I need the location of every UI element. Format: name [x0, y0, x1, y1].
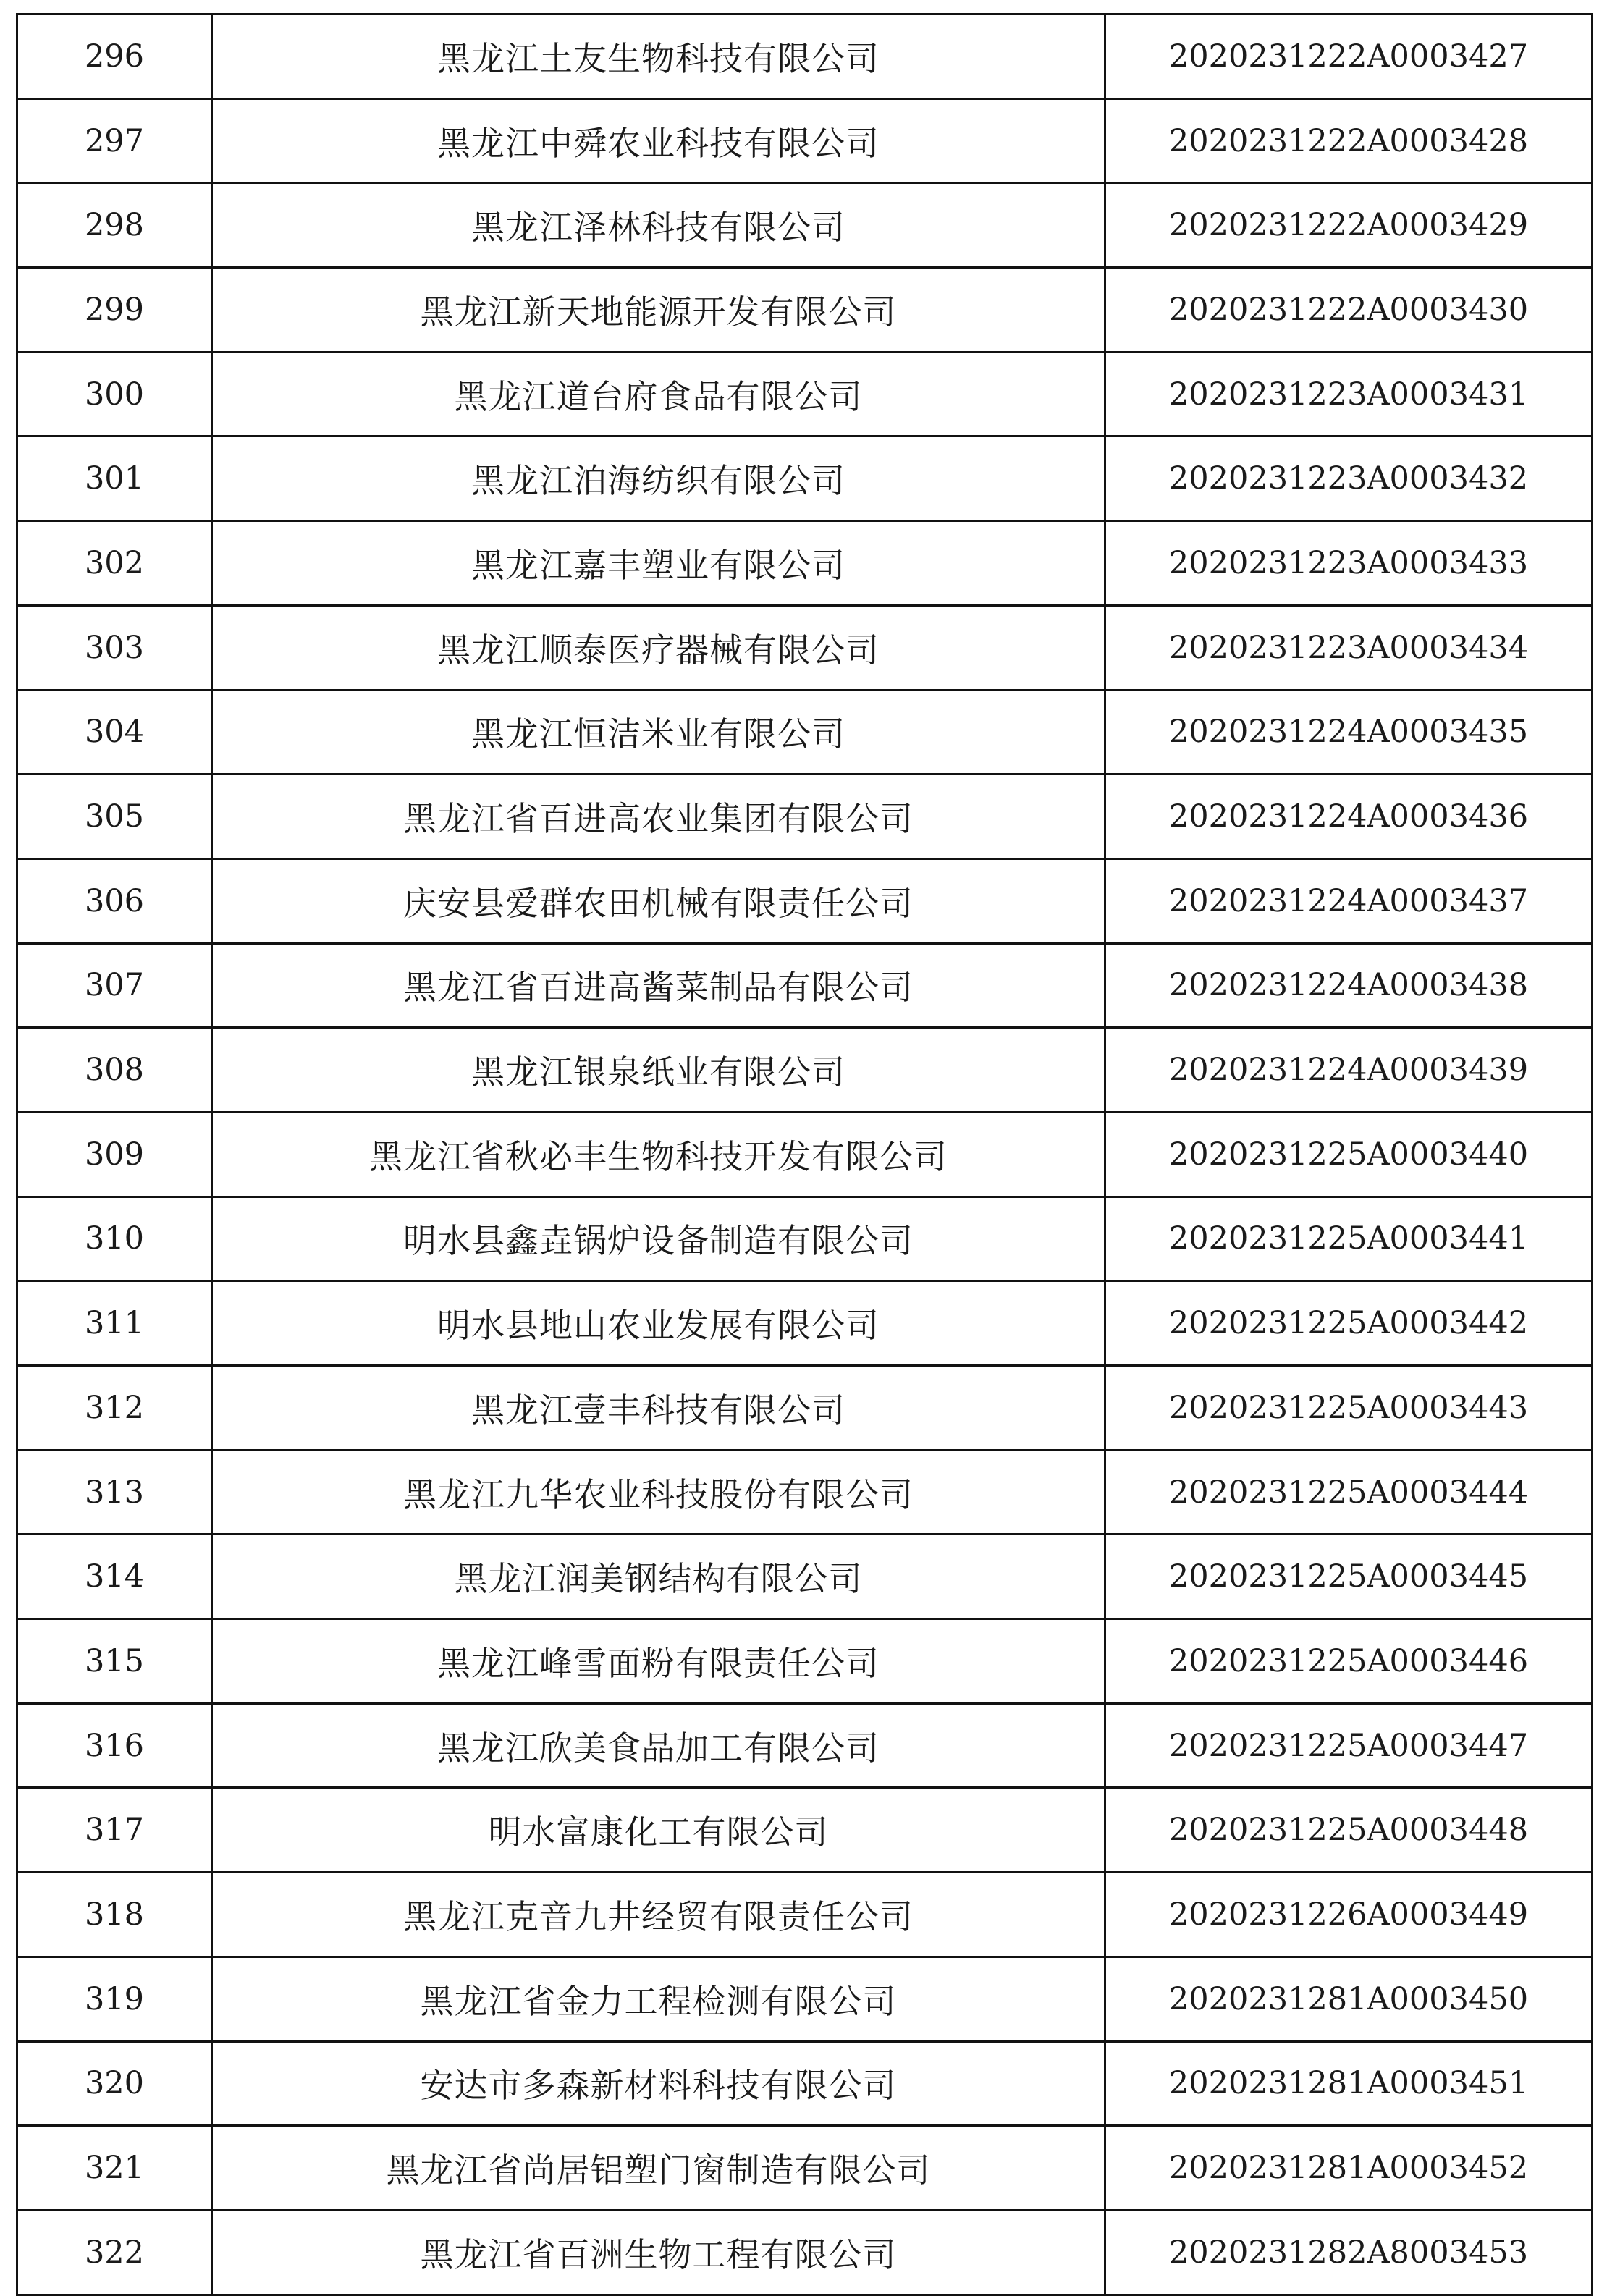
table-row: [17, 943, 1593, 1028]
row-index-cell: 305: [17, 775, 212, 859]
company-name-cell: 黑龙江泊海纺织有限公司: [212, 436, 1105, 521]
company-name-cell: 明水县鑫垚锅炉设备制造有限公司: [212, 1196, 1105, 1281]
table-row: [17, 1873, 1593, 1957]
row-index-cell: 296: [17, 14, 212, 99]
company-name-cell: 明水富康化工有限公司: [212, 1788, 1105, 1873]
table-row: [17, 1703, 1593, 1788]
row-index-cell: 301: [17, 436, 212, 521]
row-index-cell: 308: [17, 1028, 212, 1113]
row-index-cell: 312: [17, 1366, 212, 1451]
registration-code-cell: 2020231224A0003437: [1105, 858, 1593, 943]
company-name-cell: 黑龙江润美钢结构有限公司: [212, 1535, 1105, 1619]
company-name-cell: 黑龙江省百进高农业集团有限公司: [212, 775, 1105, 859]
company-name-cell: 黑龙江欣美食品加工有限公司: [212, 1703, 1105, 1788]
row-index-cell: 298: [17, 183, 212, 268]
registration-code-cell: 2020231222A0003430: [1105, 268, 1593, 353]
company-name-cell: 黑龙江克音九井经贸有限责任公司: [212, 1873, 1105, 1957]
row-index-cell: 315: [17, 1619, 212, 1704]
table-row: [17, 2210, 1593, 2295]
company-name-cell: 黑龙江嘉丰塑业有限公司: [212, 521, 1105, 606]
company-name-cell: 黑龙江省金力工程检测有限公司: [212, 1957, 1105, 2041]
registration-code-cell: 2020231223A0003432: [1105, 436, 1593, 521]
company-name-cell: 黑龙江道台府食品有限公司: [212, 352, 1105, 436]
registration-code-cell: 2020231225A0003448: [1105, 1788, 1593, 1873]
registration-code-cell: 2020231225A0003444: [1105, 1450, 1593, 1535]
table-row: [17, 1535, 1593, 1619]
registration-code-cell: 2020231225A0003443: [1105, 1366, 1593, 1451]
registration-code-cell: 2020231225A0003446: [1105, 1619, 1593, 1704]
company-name-cell: 庆安县爱群农田机械有限责任公司: [212, 858, 1105, 943]
row-index-cell: 310: [17, 1196, 212, 1281]
table-row: [17, 436, 1593, 521]
company-name-cell: 黑龙江省百进高酱菜制品有限公司: [212, 943, 1105, 1028]
registration-code-cell: 2020231223A0003433: [1105, 521, 1593, 606]
table-row: [17, 690, 1593, 775]
row-index-cell: 309: [17, 1112, 212, 1196]
row-index-cell: 316: [17, 1703, 212, 1788]
table-row: [17, 2041, 1593, 2126]
table-row: [17, 2126, 1593, 2211]
row-index-cell: 302: [17, 521, 212, 606]
row-index-cell: 320: [17, 2041, 212, 2126]
company-name-cell: 黑龙江九华农业科技股份有限公司: [212, 1450, 1105, 1535]
registration-code-cell: 2020231224A0003438: [1105, 943, 1593, 1028]
company-name-cell: 黑龙江省秋必丰生物科技开发有限公司: [212, 1112, 1105, 1196]
company-name-cell: 黑龙江顺泰医疗器械有限公司: [212, 605, 1105, 690]
table-row: [17, 775, 1593, 859]
company-name-cell: 黑龙江泽林科技有限公司: [212, 183, 1105, 268]
row-index-cell: 299: [17, 268, 212, 353]
table-row: [17, 1957, 1593, 2041]
company-name-cell: 明水县地山农业发展有限公司: [212, 1281, 1105, 1366]
row-index-cell: 319: [17, 1957, 212, 2041]
registration-code-cell: 2020231281A0003451: [1105, 2041, 1593, 2126]
registration-code-cell: 2020231224A0003439: [1105, 1028, 1593, 1113]
company-name-cell: 黑龙江土友生物科技有限公司: [212, 14, 1105, 99]
company-name-cell: 黑龙江省尚居铝塑门窗制造有限公司: [212, 2126, 1105, 2211]
registration-code-cell: 2020231225A0003445: [1105, 1535, 1593, 1619]
registration-code-cell: 2020231282A8003453: [1105, 2210, 1593, 2295]
registration-code-cell: 2020231222A0003427: [1105, 14, 1593, 99]
row-index-cell: 322: [17, 2210, 212, 2295]
registration-code-cell: 2020231225A0003440: [1105, 1112, 1593, 1196]
company-name-cell: 黑龙江银泉纸业有限公司: [212, 1028, 1105, 1113]
company-name-cell: 黑龙江省百洲生物工程有限公司: [212, 2210, 1105, 2295]
table-row: [17, 1281, 1593, 1366]
table-row: [17, 1366, 1593, 1451]
row-index-cell: 321: [17, 2126, 212, 2211]
row-index-cell: 318: [17, 1873, 212, 1957]
registration-code-cell: 2020231223A0003431: [1105, 352, 1593, 436]
company-list-table: [16, 13, 1593, 2296]
table-row: [17, 1112, 1593, 1196]
registration-code-cell: 2020231225A0003447: [1105, 1703, 1593, 1788]
table-row: [17, 183, 1593, 268]
registration-code-cell: 2020231225A0003442: [1105, 1281, 1593, 1366]
registration-code-cell: 2020231225A0003441: [1105, 1196, 1593, 1281]
row-index-cell: 317: [17, 1788, 212, 1873]
registration-code-cell: 2020231222A0003429: [1105, 183, 1593, 268]
company-name-cell: 安达市多森新材料科技有限公司: [212, 2041, 1105, 2126]
row-index-cell: 300: [17, 352, 212, 436]
row-index-cell: 303: [17, 605, 212, 690]
company-name-cell: 黑龙江中舜农业科技有限公司: [212, 98, 1105, 183]
table-row: [17, 98, 1593, 183]
table-row: [17, 521, 1593, 606]
company-name-cell: 黑龙江恒洁米业有限公司: [212, 690, 1105, 775]
registration-code-cell: 2020231226A0003449: [1105, 1873, 1593, 1957]
table-row: [17, 1028, 1593, 1113]
table-row: [17, 352, 1593, 436]
table-row: [17, 605, 1593, 690]
row-index-cell: 313: [17, 1450, 212, 1535]
registration-code-cell: 2020231223A0003434: [1105, 605, 1593, 690]
registration-code-cell: 2020231281A0003450: [1105, 1957, 1593, 2041]
table-row: [17, 858, 1593, 943]
table-row: [17, 268, 1593, 353]
row-index-cell: 306: [17, 858, 212, 943]
registration-code-cell: 2020231222A0003428: [1105, 98, 1593, 183]
registration-code-cell: 2020231281A0003452: [1105, 2126, 1593, 2211]
company-list-table-container: [16, 13, 1591, 2296]
row-index-cell: 304: [17, 690, 212, 775]
company-name-cell: 黑龙江峰雪面粉有限责任公司: [212, 1619, 1105, 1704]
registration-code-cell: 2020231224A0003435: [1105, 690, 1593, 775]
table-row: [17, 1196, 1593, 1281]
table-row: [17, 1450, 1593, 1535]
table-row: [17, 14, 1593, 99]
company-name-cell: 黑龙江新天地能源开发有限公司: [212, 268, 1105, 353]
row-index-cell: 314: [17, 1535, 212, 1619]
registration-code-cell: 2020231224A0003436: [1105, 775, 1593, 859]
table-row: [17, 1619, 1593, 1704]
row-index-cell: 297: [17, 98, 212, 183]
table-row: [17, 1788, 1593, 1873]
table-body: [17, 14, 1593, 2295]
row-index-cell: 311: [17, 1281, 212, 1366]
row-index-cell: 307: [17, 943, 212, 1028]
company-name-cell: 黑龙江壹丰科技有限公司: [212, 1366, 1105, 1451]
